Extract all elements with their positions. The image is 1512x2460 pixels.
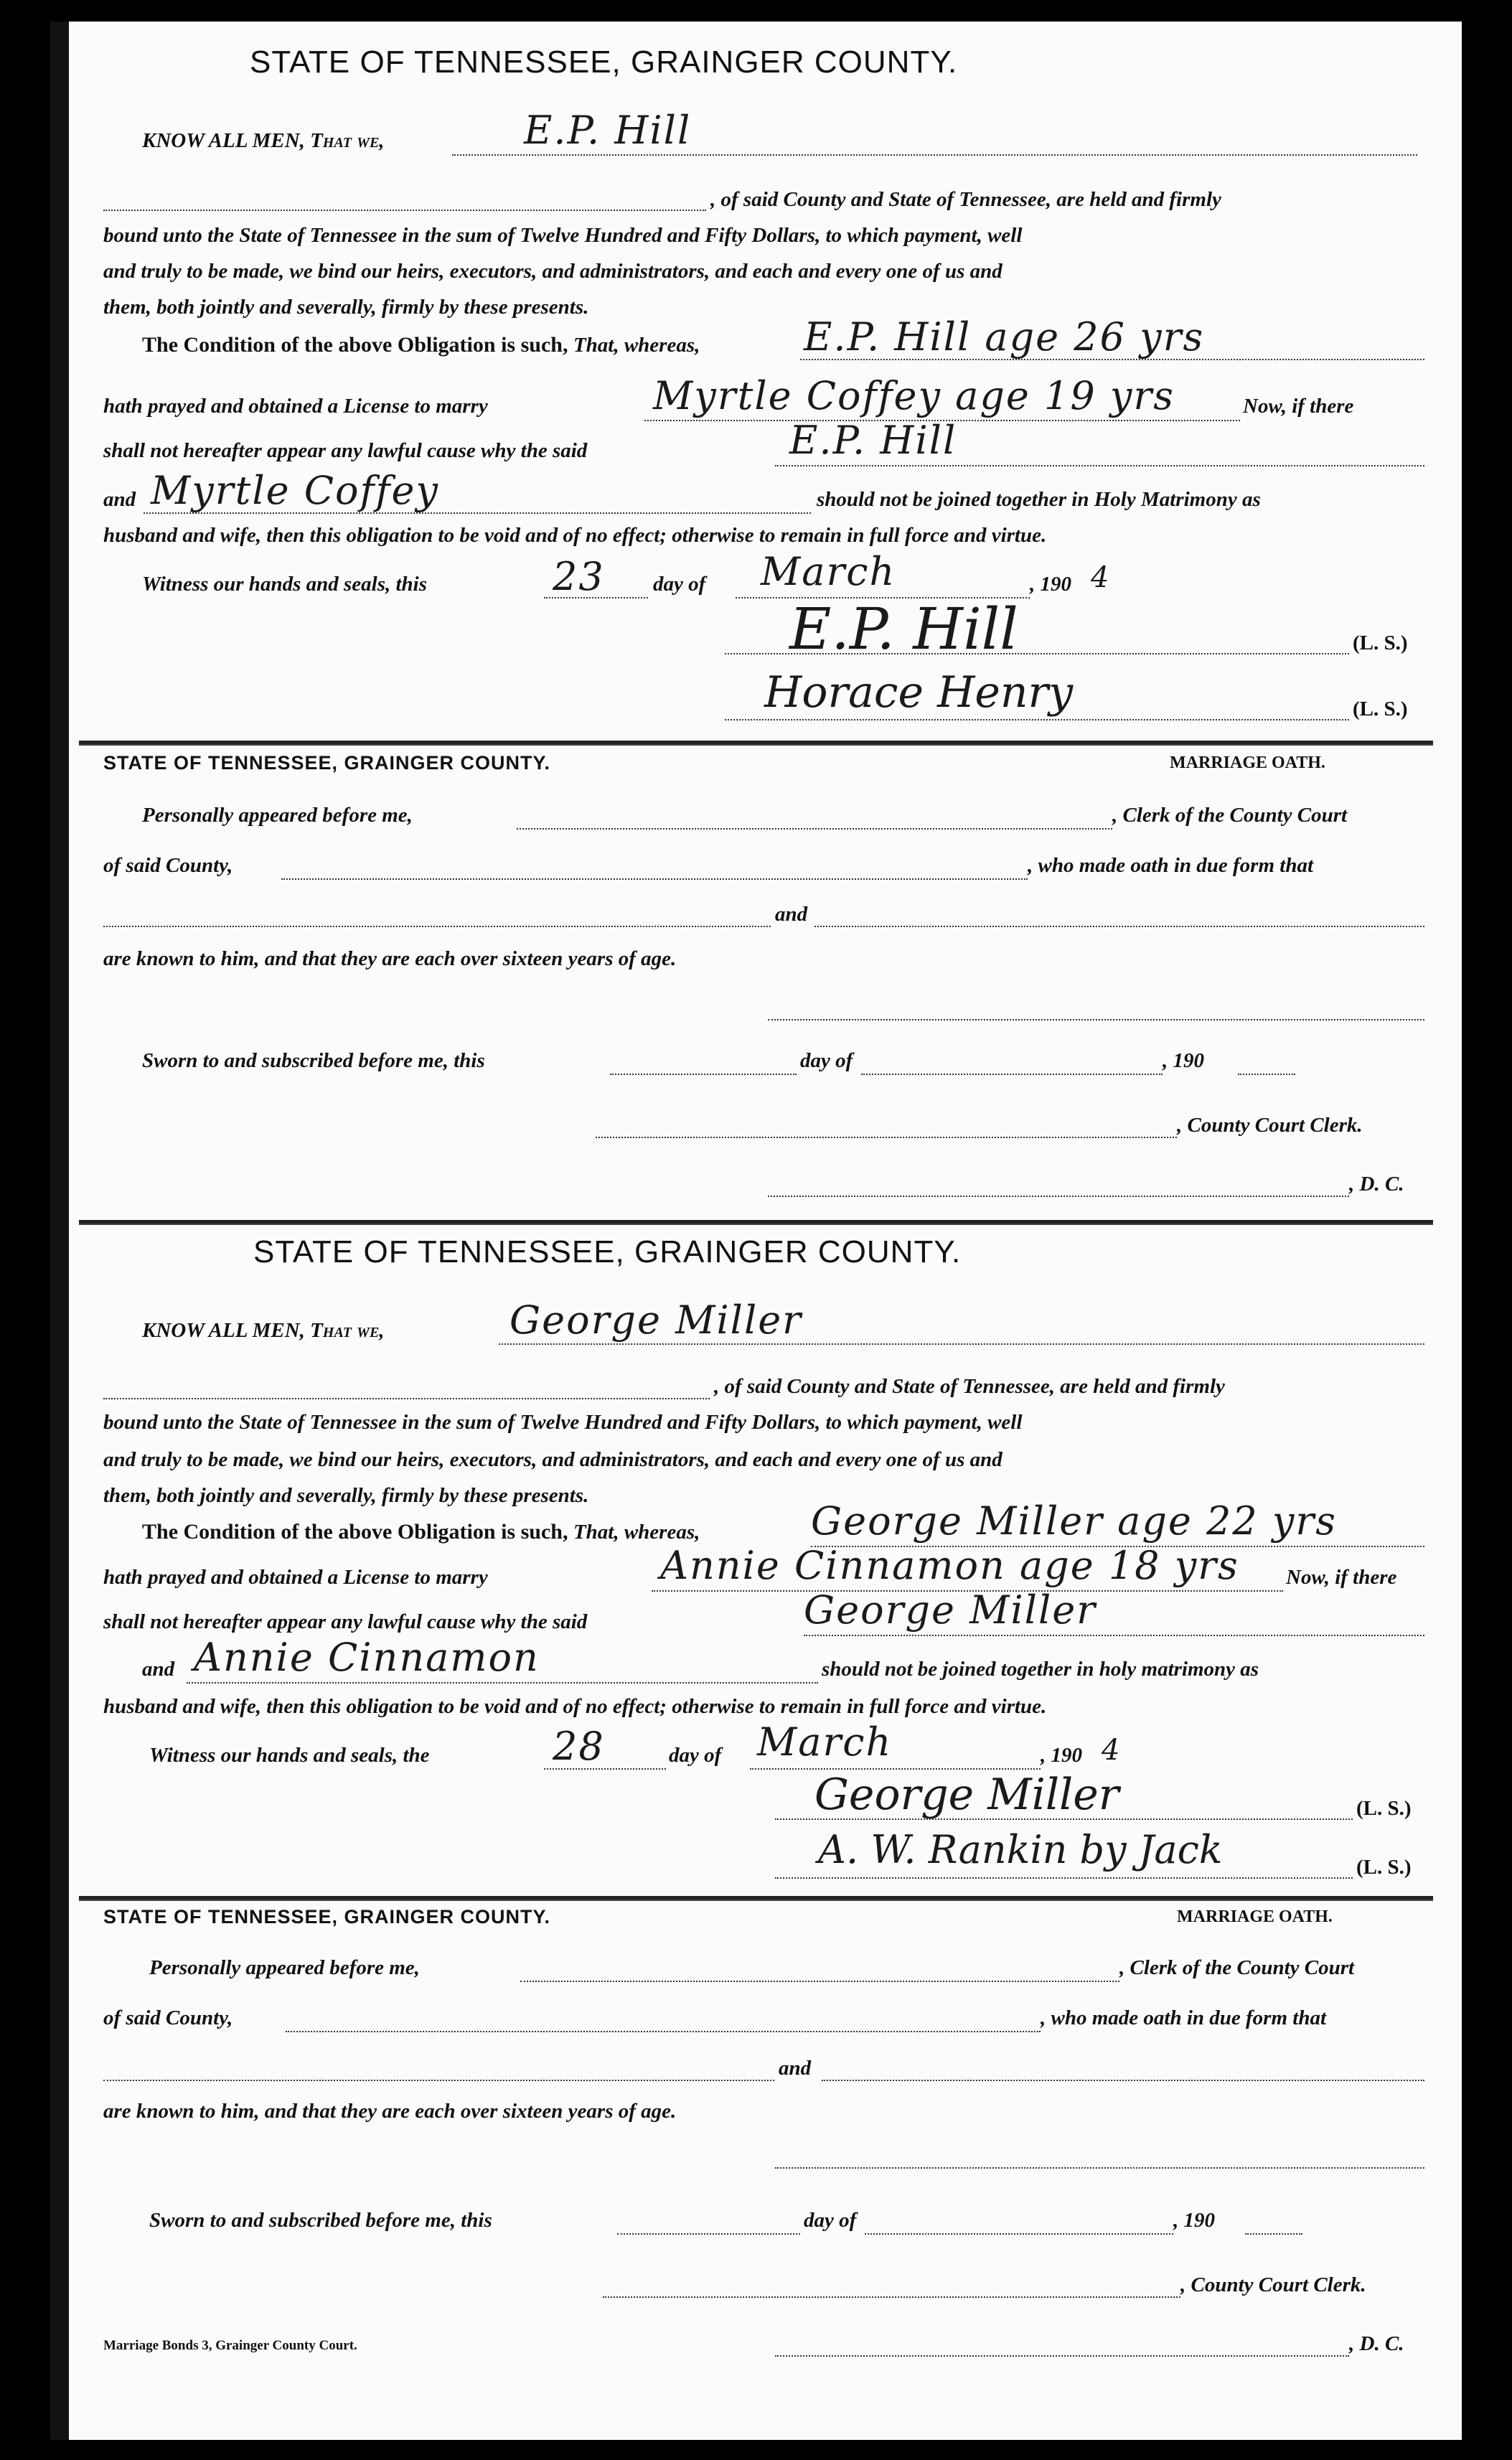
- bond1-year-hw: 4: [1091, 561, 1111, 594]
- bond1-shall-not: shall not hereafter appear any lawful cause why the said: [103, 439, 588, 462]
- oath1-ccc-line: [596, 1137, 1177, 1138]
- bond2-ls1: (L. S.): [1356, 1797, 1412, 1820]
- bond2-day-hw: 28: [553, 1724, 605, 1769]
- bond2-condition: [142, 1520, 700, 1544]
- oath1-dc-line: [768, 1196, 1349, 1197]
- bond1-obligor-hw: E.P. Hill: [524, 108, 692, 153]
- bond2-sig2-line: [775, 1877, 1353, 1879]
- oath2-made-oath: , who made oath in due form that: [1041, 2006, 1327, 2029]
- oath2-said-county: of said County,: [103, 2006, 233, 2029]
- bond1-sig2-line: [725, 719, 1349, 720]
- oath1-day-of: day of: [800, 1049, 853, 1072]
- oath1-county-line: [281, 878, 1028, 880]
- bond2-and: and: [142, 1658, 175, 1681]
- bond1-line-e: them, both jointly and severally, firmly by these presents.: [103, 296, 589, 319]
- bond2-line-b: , of said County and State of Tennessee, are held and firmly: [714, 1375, 1225, 1398]
- bond2-day-of: day of: [669, 1744, 722, 1767]
- bond2-groom-hw: George Miller age 22 yrs: [811, 1498, 1337, 1544]
- bond1-groom2-line: [775, 465, 1424, 466]
- oath1-marriage-oath: MARRIAGE OATH.: [1170, 754, 1325, 772]
- oath2-party1-line: [103, 2080, 774, 2081]
- oath1-sworn: Sworn to and subscribed before me, this: [142, 1049, 485, 1072]
- bond1-condition: [142, 333, 700, 357]
- bond2-obligor-hw: George Miller: [510, 1297, 802, 1343]
- oath2-year-line: [1245, 2233, 1302, 2235]
- bond1-groom2-hw: E.P. Hill: [789, 418, 957, 463]
- bond2-now-if: Now, if there: [1286, 1566, 1397, 1589]
- bond2-bride2-hw: Annie Cinnamon: [194, 1635, 540, 1680]
- oath1-month-line: [861, 1074, 1163, 1075]
- bond1-cond-a: The Condition of the above Obligation is such,: [142, 333, 568, 357]
- oath1-year-line: [1238, 1074, 1295, 1075]
- document-page: [50, 22, 1462, 2440]
- divider: [79, 1220, 1433, 1225]
- bond1-groom-hw: E.P. Hill age 26 yrs: [804, 314, 1205, 360]
- bond2-cond-b: That, whereas,: [573, 1521, 700, 1544]
- footer-note: Marriage Bonds 3, Grainger County Court.: [103, 2338, 357, 2353]
- oath1-clerk: , Clerk of the County Court: [1112, 804, 1348, 827]
- oath2-appeared-line: [520, 1981, 1119, 1982]
- oath2-and: and: [779, 2057, 812, 2080]
- bond1-line-b-blank: [103, 210, 706, 211]
- bond2-sig1: George Miller: [814, 1770, 1119, 1820]
- bond1-sig2: Horace Henry: [764, 667, 1074, 718]
- oath1-day-line: [610, 1074, 797, 1075]
- oath2-day-line: [617, 2233, 800, 2235]
- bond2-know-all: KNOW ALL MEN, That we,: [142, 1319, 385, 1342]
- oath2-marriage-oath: MARRIAGE OATH.: [1177, 1907, 1333, 1926]
- bond1-ls2: (L. S.): [1353, 698, 1408, 720]
- bond1-month-hw: March: [761, 549, 896, 594]
- bond2-obligor-line: [499, 1343, 1424, 1345]
- bond2-line-e: them, both jointly and severally, firmly by these presents.: [103, 1484, 589, 1507]
- oath2-appeared: Personally appeared before me,: [149, 1956, 420, 1979]
- oath2-clerk: , Clerk of the County Court: [1119, 1956, 1355, 1979]
- bond1-prayed: hath prayed and obtained a License to marry: [103, 395, 488, 418]
- bond1-cond-b: That, whereas,: [573, 334, 700, 357]
- bond2-line-c: bound unto the State of Tennessee in the sum of Twelve Hundred and Fifty Dollars, to which payment, well: [103, 1411, 1023, 1434]
- bond1-bride-hw: Myrtle Coffey age 19 yrs: [653, 373, 1175, 418]
- bond2-groom2-hw: George Miller: [804, 1587, 1097, 1633]
- oath2-party2-line: [822, 2080, 1424, 2081]
- bond1-day-of: day of: [653, 573, 706, 596]
- scan-edge: [50, 22, 69, 2440]
- bond1-line-b: , of said County and State of Tennessee, are held and firmly: [710, 188, 1221, 211]
- oath1-dc: , D. C.: [1349, 1173, 1404, 1196]
- oath1-known: are known to him, and that they are each over sixteen years of age.: [103, 947, 677, 970]
- bond1-line-c: bound unto the State of Tennessee in the sum of Twelve Hundred and Fifty Dollars, to which payment, well: [103, 224, 1023, 247]
- bond1-know-all: KNOW ALL MEN, That we,: [142, 129, 385, 152]
- bond2-title: STATE OF TENNESSEE, GRAINGER COUNTY.: [253, 1234, 962, 1269]
- bond2-prayed: hath prayed and obtained a License to marry: [103, 1566, 488, 1589]
- bond2-line-b-blank: [103, 1398, 710, 1399]
- bond1-line-d: and truly to be made, we bind our heirs, executors, and administrators, and each and every one of us and: [103, 260, 1002, 283]
- oath1-said-county: of said County,: [103, 854, 233, 877]
- bond2-husband: husband and wife, then this obligation to be void and of no effect; otherwise to remain in full force and virtue.: [103, 1695, 1047, 1718]
- oath1-header: STATE OF TENNESSEE, GRAINGER COUNTY.: [103, 752, 551, 774]
- bond1-witness: Witness our hands and seals, this: [142, 573, 428, 596]
- oath1-and: and: [775, 903, 808, 926]
- bond2-joined: should not be joined together in holy matrimony as: [822, 1658, 1259, 1681]
- bond2-year-hw: 4: [1102, 1734, 1122, 1767]
- oath2-extra-line: [775, 2167, 1424, 2169]
- oath1-party2-line: [814, 926, 1424, 927]
- bond1-title: STATE OF TENNESSEE, GRAINGER COUNTY.: [250, 44, 958, 80]
- divider: [79, 741, 1433, 746]
- oath2-ccc: , County Court Clerk.: [1180, 2273, 1366, 2296]
- oath1-party1-line: [103, 926, 771, 927]
- bond2-ls2: (L. S.): [1356, 1856, 1412, 1879]
- bond2-month-hw: March: [757, 1719, 893, 1765]
- bond2-groom2-line: [804, 1635, 1424, 1636]
- bond1-day-hw: 23: [553, 554, 605, 599]
- bond1-ls1: (L. S.): [1353, 632, 1408, 654]
- oath2-dc: , D. C.: [1349, 2332, 1404, 2355]
- oath1-appeared-line: [517, 828, 1112, 830]
- bond2-sig2: A. W. Rankin by Jack: [818, 1827, 1223, 1872]
- bond1-now-if: Now, if there: [1243, 395, 1354, 418]
- oath2-ccc-line: [603, 2296, 1180, 2298]
- oath2-header: STATE OF TENNESSEE, GRAINGER COUNTY.: [103, 1906, 551, 1928]
- bond2-bride-hw: Annie Cinnamon age 18 yrs: [660, 1543, 1239, 1588]
- oath2-sworn: Sworn to and subscribed before me, this: [149, 2209, 492, 2232]
- oath2-day-of: day of: [804, 2209, 857, 2232]
- bond1-obligor-line: [452, 154, 1417, 156]
- oath2-county-line: [286, 2031, 1041, 2032]
- bond1-sig1: E.P. Hill: [789, 596, 1018, 662]
- bond1-joined: should not be joined together in Holy Matrimony as: [817, 488, 1261, 511]
- oath1-appeared: Personally appeared before me,: [142, 804, 413, 827]
- bond2-line-d: and truly to be made, we bind our heirs, executors, and administrators, and each and every one of us and: [103, 1448, 1002, 1471]
- bond2-shall-not: shall not hereafter appear any lawful cause why the said: [103, 1610, 588, 1633]
- bond1-husband: husband and wife, then this obligation to be void and of no effect; otherwise to remain in full force and virtue.: [103, 524, 1047, 547]
- bond1-bride2-hw: Myrtle Coffey: [151, 468, 439, 513]
- bond1-year-pre: , 190: [1030, 573, 1071, 596]
- bond2-year-pre: , 190: [1041, 1744, 1082, 1767]
- oath1-ccc: , County Court Clerk.: [1177, 1114, 1363, 1137]
- oath1-extra-line: [768, 1019, 1424, 1020]
- bond2-bride2-line: [187, 1682, 818, 1684]
- oath2-month-line: [865, 2233, 1173, 2235]
- bond2-witness: Witness our hands and seals, the: [149, 1744, 430, 1767]
- oath2-year: , 190: [1173, 2209, 1215, 2232]
- oath2-dc-line: [775, 2355, 1349, 2357]
- oath2-known: are known to him, and that they are each over sixteen years of age.: [103, 2100, 677, 2123]
- oath1-year: , 190: [1163, 1049, 1204, 1072]
- bond1-and: and: [103, 488, 136, 511]
- oath1-made-oath: , who made oath in due form that: [1028, 854, 1314, 877]
- bond2-cond-a: The Condition of the above Obligation is such,: [142, 1520, 568, 1544]
- divider: [79, 1896, 1433, 1901]
